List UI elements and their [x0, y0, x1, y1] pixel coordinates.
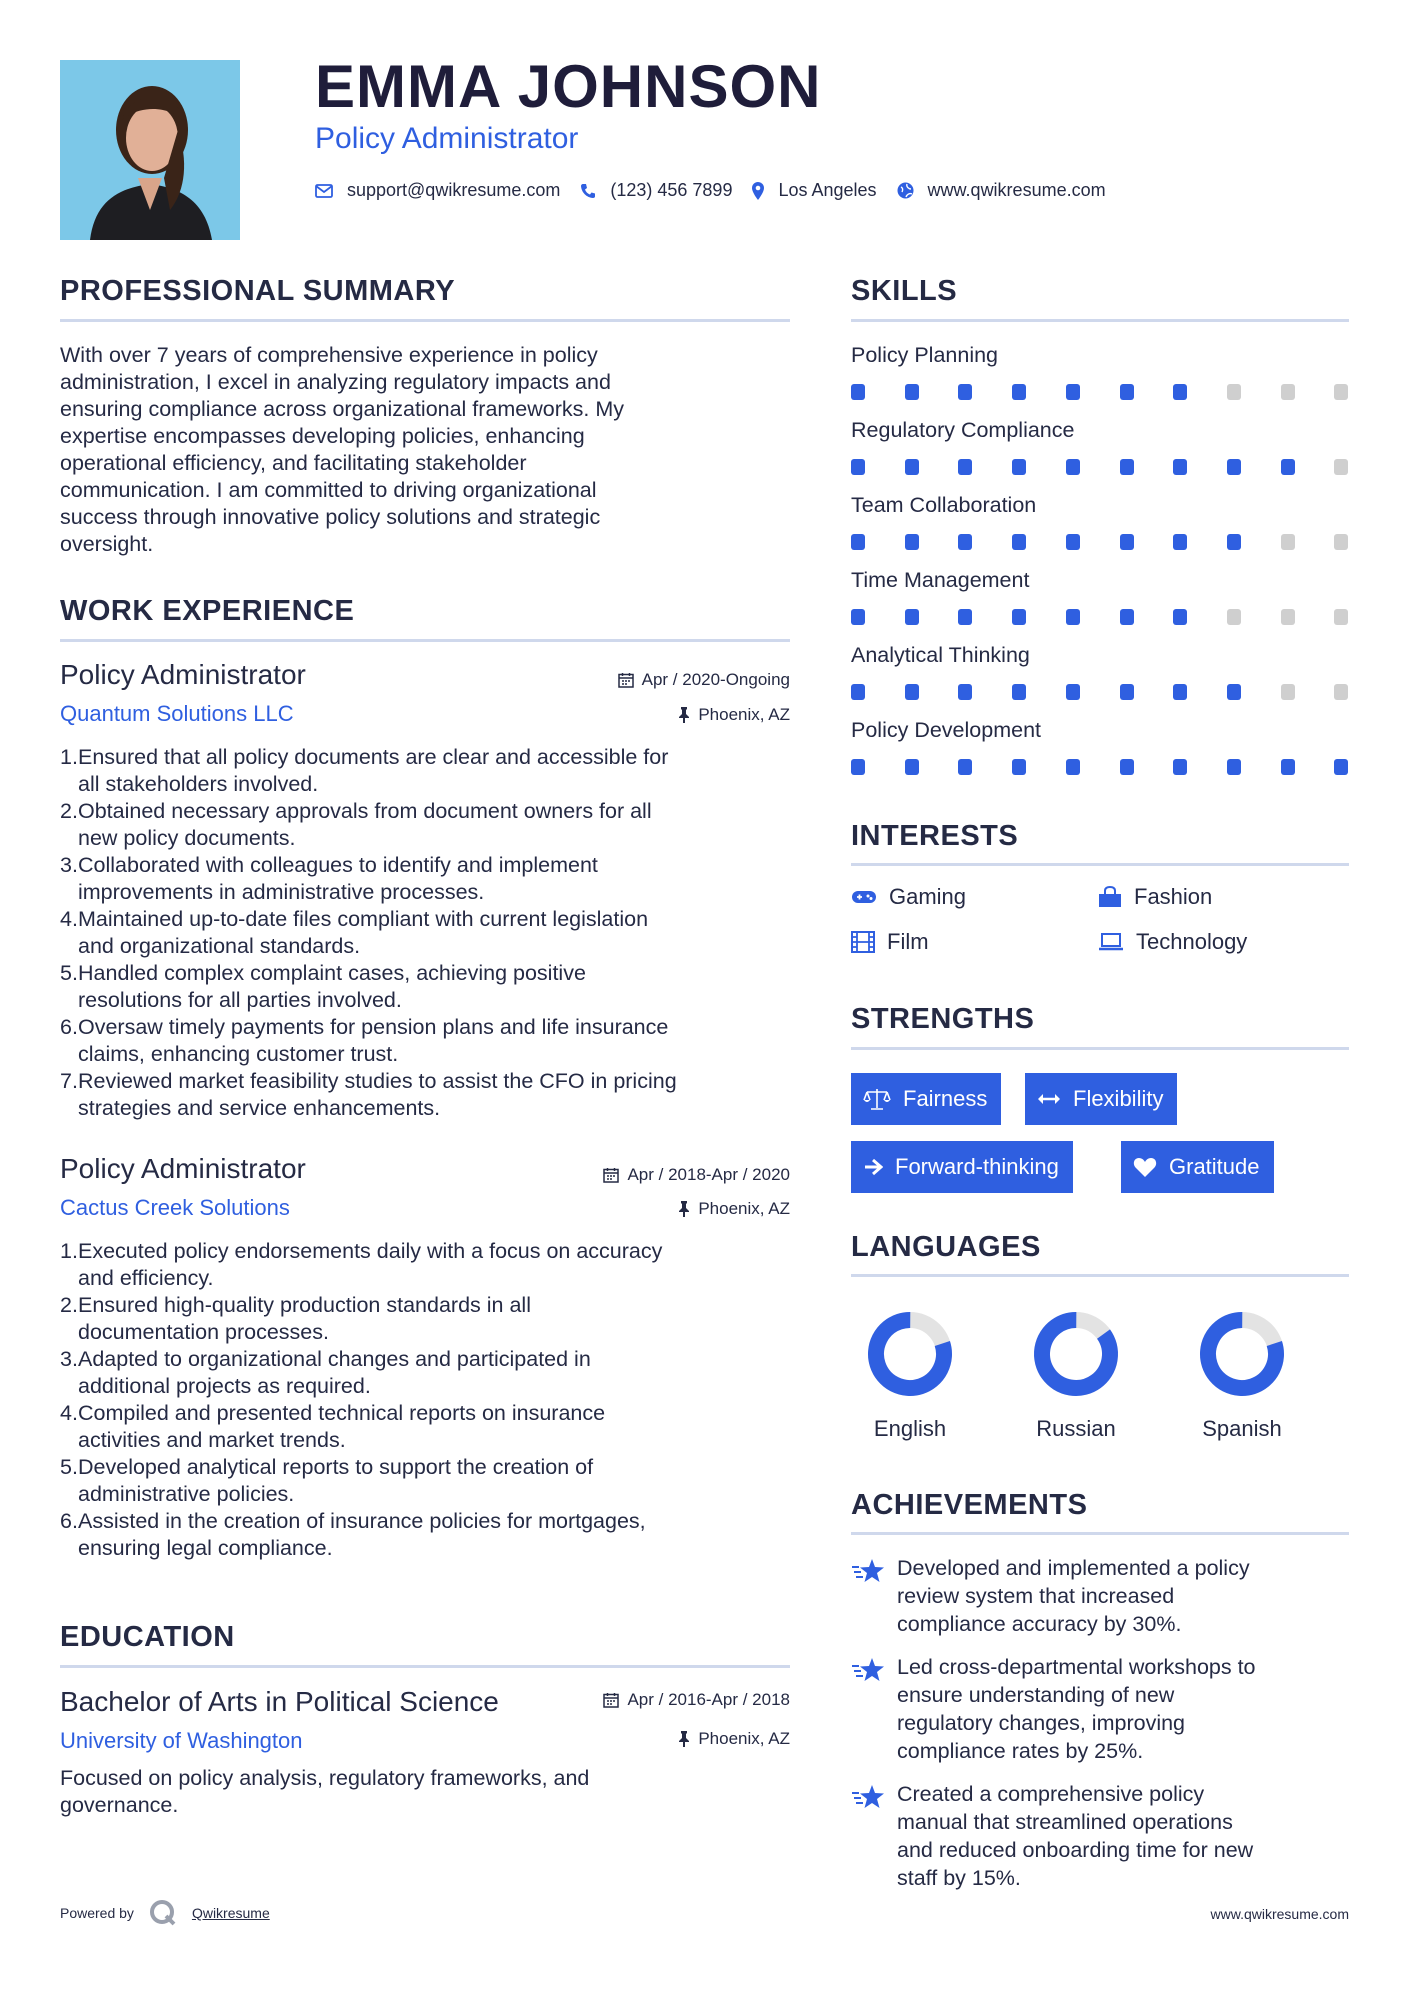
bullet-line: Handled complex complaint cases, achieving positive [78, 961, 586, 985]
bullet-line: Adapted to organizational changes and participated in [78, 1347, 591, 1371]
skill-label: Policy Development [851, 718, 1042, 742]
skill-dot-empty [1227, 384, 1241, 400]
job-location-text: Phoenix, AZ [698, 1199, 790, 1218]
achievement-text [897, 1554, 1250, 1638]
candidate-name: EMMA JOHNSON [315, 53, 822, 120]
language-item [850, 1309, 970, 1442]
calendar-icon [603, 1167, 619, 1183]
skill-dot-filled [1012, 609, 1026, 625]
summary-heading: PROFESSIONAL SUMMARY [60, 275, 456, 307]
skill-label: Regulatory Compliance [851, 418, 1075, 442]
list-number: 5. [60, 961, 78, 985]
contact-website[interactable] [897, 180, 1106, 201]
summary-line: With over 7 years of comprehensive experience in policy [60, 343, 598, 367]
skill-dot-filled [1066, 684, 1080, 700]
list-number: 1. [60, 745, 78, 769]
summary-line: oversight. [60, 532, 154, 556]
skill-dot-filled [905, 684, 919, 700]
summary-line: expertise encompasses developing policies, enhancing [60, 424, 585, 448]
skill-dot-filled [1227, 459, 1241, 475]
strength-tag [851, 1141, 1073, 1193]
star-icon [851, 1784, 885, 1810]
skill-dot-filled [851, 459, 865, 475]
list-number: 2. [60, 799, 78, 823]
profile-photo [60, 60, 240, 240]
donut-fill [1199, 1311, 1285, 1397]
job-dates [618, 670, 790, 690]
skill-dot-empty [1281, 534, 1295, 550]
email-text: support@qwikresume.com [347, 180, 561, 200]
skill-dot-filled [1066, 384, 1080, 400]
skill-dot-filled [1120, 534, 1134, 550]
arrow-right-icon [863, 1158, 883, 1176]
skill-dot-filled [1066, 459, 1080, 475]
skill-level [851, 609, 1349, 625]
donut-fill [1031, 1309, 1121, 1399]
skill-dot-filled [905, 759, 919, 775]
strength-tag [1025, 1073, 1177, 1125]
bullet-line: improvements in administrative processes. [78, 880, 485, 904]
donut-fill [867, 1311, 953, 1397]
bullet-line: strategies and service enhancements. [78, 1096, 441, 1120]
experience-divider [60, 639, 790, 642]
skill-dot-empty [1334, 534, 1348, 550]
language-label: Spanish [1202, 1416, 1282, 1441]
bullet-line: all stakeholders involved. [78, 772, 319, 796]
skill-dot-filled [1066, 609, 1080, 625]
job-bullets [60, 1238, 790, 1562]
summary-line: administration, I excel in analyzing regulatory impacts and [60, 370, 611, 394]
company-name: Quantum Solutions LLC [60, 701, 294, 726]
skill-dot-filled [905, 609, 919, 625]
summary-line: communication. I am committed to driving organizational [60, 478, 597, 502]
star-icon [851, 1657, 885, 1683]
interest-gaming [851, 884, 966, 910]
achievement-item [851, 1653, 1351, 1765]
bullet-line: Oversaw timely payments for pension plans and life insurance [78, 1015, 669, 1039]
bullet-line: Ensured that all policy documents are clear and accessible for [78, 745, 669, 769]
school-name: University of Washington [60, 1728, 303, 1753]
skill-dot-filled [1173, 609, 1187, 625]
bullet-line: additional projects as required. [78, 1374, 371, 1398]
skill-dot-filled [1173, 684, 1187, 700]
laptop-icon [1098, 932, 1124, 952]
bullet-line: claims, enhancing customer trust. [78, 1042, 399, 1066]
achievement-line: Created a comprehensive policy [897, 1782, 1205, 1806]
pin-icon [678, 1731, 690, 1747]
bullet-line: Ensured high-quality production standards in all [78, 1293, 531, 1317]
skill-dot-filled [1120, 759, 1134, 775]
shopping-bag-icon [1098, 886, 1122, 908]
phone-text: (123) 456 7899 [610, 180, 733, 200]
phone-icon [580, 183, 596, 199]
language-donut [1031, 1309, 1121, 1399]
list-number: 2. [60, 1293, 78, 1317]
achievement-line: regulatory changes, improving [897, 1711, 1186, 1735]
company-name: Cactus Creek Solutions [60, 1195, 290, 1220]
bullet-line: and organizational standards. [78, 934, 361, 958]
list-item [60, 744, 790, 798]
interest-label: Technology [1136, 929, 1248, 954]
summary-line: operational efficiency, and facilitating stakeholder [60, 451, 527, 475]
skills-heading: SKILLS [851, 275, 958, 307]
interest-label: Film [887, 929, 929, 954]
arrows-horizontal-icon [1037, 1092, 1061, 1106]
skill-dot-filled [1227, 684, 1241, 700]
skill-dot-empty [1281, 609, 1295, 625]
achievement-text [897, 1653, 1256, 1765]
list-number: 6. [60, 1015, 78, 1039]
skill-dot-empty [1227, 609, 1241, 625]
skill-dot-filled [1227, 534, 1241, 550]
skill-dot-filled [1012, 384, 1026, 400]
bullet-line: activities and market trends. [78, 1428, 346, 1452]
skill-dot-filled [1012, 459, 1026, 475]
education-location [678, 1729, 790, 1749]
achievement-item [851, 1780, 1351, 1892]
list-item [60, 1292, 790, 1346]
language-label: English [873, 1416, 947, 1441]
film-icon [851, 931, 875, 953]
skill-dot-filled [851, 684, 865, 700]
languages-heading: LANGUAGES [851, 1231, 1041, 1263]
skill-label: Team Collaboration [851, 493, 1037, 517]
summary-divider [60, 319, 790, 322]
website-text: www.qwikresume.com [927, 180, 1106, 200]
interest-label: Fashion [1134, 884, 1213, 909]
candidate-role: Policy Administrator [315, 122, 579, 155]
experience-heading: WORK EXPERIENCE [60, 595, 355, 627]
job-location [678, 1199, 790, 1219]
bullet-line: Compiled and presented technical reports on insurance [78, 1401, 606, 1425]
list-number: 3. [60, 853, 78, 877]
envelope-icon [315, 184, 333, 198]
gamepad-icon [851, 889, 877, 905]
skill-dot-filled [851, 609, 865, 625]
skill-dot-filled [851, 534, 865, 550]
skill-dot-filled [1012, 759, 1026, 775]
skill-dot-empty [1334, 609, 1348, 625]
achievements-divider [851, 1532, 1349, 1535]
bullet-line: documentation processes. [78, 1320, 329, 1344]
skill-dot-filled [958, 759, 972, 775]
skill-dot-filled [958, 459, 972, 475]
list-item [60, 1454, 790, 1508]
bullet-line: Maintained up-to-date files compliant with current legislation [78, 907, 649, 931]
skill-dot-filled [851, 384, 865, 400]
skill-dot-filled [1066, 534, 1080, 550]
skill-level [851, 759, 1349, 775]
skills-divider [851, 319, 1349, 322]
bullet-line: Reviewed market feasibility studies to assist the CFO in pricing [78, 1069, 677, 1093]
bullet-line: Developed analytical reports to support the creation of [78, 1455, 594, 1479]
skill-dot-filled [958, 684, 972, 700]
list-item [60, 1508, 790, 1562]
list-number: 3. [60, 1347, 78, 1371]
education-location-text: Phoenix, AZ [698, 1729, 790, 1748]
strengths-divider [851, 1047, 1349, 1050]
pin-icon [678, 707, 690, 723]
skill-dot-empty [1334, 384, 1348, 400]
skill-dot-filled [851, 759, 865, 775]
education-line: governance. [60, 1793, 179, 1817]
list-item [60, 1014, 790, 1068]
skill-dot-filled [1120, 384, 1134, 400]
skill-label: Analytical Thinking [851, 643, 1030, 667]
list-item [60, 906, 790, 960]
languages-divider [851, 1274, 1349, 1277]
bullet-line: Obtained necessary approvals from document owners for all [78, 799, 652, 823]
list-number: 4. [60, 1401, 78, 1425]
strengths-heading: STRENGTHS [851, 1003, 1035, 1035]
list-item [60, 1400, 790, 1454]
skill-level [851, 459, 1349, 475]
job-title: Policy Administrator [60, 659, 306, 690]
bullet-line: Executed policy endorsements daily with a focus on accuracy [78, 1239, 663, 1263]
achievements-heading: ACHIEVEMENTS [851, 1489, 1088, 1521]
job-dates [603, 1165, 790, 1185]
education-heading: EDUCATION [60, 1621, 235, 1653]
bullet-line: new policy documents. [78, 826, 296, 850]
list-item [60, 1068, 790, 1122]
skill-level [851, 534, 1349, 550]
location-text: Los Angeles [778, 180, 877, 200]
skill-dot-filled [1173, 384, 1187, 400]
interests-heading: INTERESTS [851, 820, 1019, 852]
skill-dot-filled [1066, 759, 1080, 775]
list-number: 6. [60, 1509, 78, 1533]
contact-location [752, 180, 876, 201]
skill-dot-filled [1120, 684, 1134, 700]
job-bullets [60, 744, 790, 1122]
star-icon [851, 1558, 885, 1584]
achievement-line: review system that increased [897, 1584, 1175, 1608]
heart-icon [1133, 1156, 1157, 1178]
strength-label: Forward-thinking [895, 1154, 1059, 1179]
skill-dot-empty [1281, 384, 1295, 400]
skill-dot-filled [1173, 534, 1187, 550]
achievement-line: Developed and implemented a policy [897, 1556, 1250, 1580]
education-dates [603, 1690, 790, 1710]
skill-dot-filled [1012, 534, 1026, 550]
calendar-icon [618, 672, 634, 688]
list-item [60, 1238, 790, 1292]
skill-label: Time Management [851, 568, 1030, 592]
skill-level [851, 684, 1349, 700]
language-donut [865, 1309, 955, 1399]
education-line: Focused on policy analysis, regulatory frameworks, and [60, 1766, 590, 1790]
list-number: 7. [60, 1069, 78, 1093]
summary-text [60, 342, 790, 558]
contact-bar [315, 180, 1126, 201]
strength-label: Flexibility [1073, 1086, 1164, 1111]
interest-technology [1098, 929, 1247, 955]
contact-email[interactable] [315, 180, 560, 201]
scale-icon [863, 1088, 891, 1110]
bullet-line: resolutions for all parties involved. [78, 988, 402, 1012]
skill-dot-filled [1281, 759, 1295, 775]
summary-line: ensuring compliance across organizational frameworks. My [60, 397, 625, 421]
list-number: 4. [60, 907, 78, 931]
achievement-item [851, 1554, 1351, 1638]
education-dates-text: Apr / 2016-Apr / 2018 [627, 1690, 790, 1709]
summary-line: success through innovative policy solutions and strategic [60, 505, 601, 529]
powered-by-text: Powered by [60, 1905, 134, 1921]
education-divider [60, 1665, 790, 1668]
strength-label: Gratitude [1169, 1154, 1260, 1179]
skill-label: Policy Planning [851, 343, 999, 367]
list-item [60, 852, 790, 906]
skill-dot-empty [1334, 459, 1348, 475]
achievement-line: Led cross-departmental workshops to [897, 1655, 1256, 1679]
skill-dot-filled [905, 534, 919, 550]
achievement-line: ensure understanding of new [897, 1683, 1175, 1707]
skill-dot-filled [1227, 759, 1241, 775]
contact-phone[interactable] [580, 180, 732, 201]
bullet-line: Collaborated with colleagues to identify and implement [78, 853, 598, 877]
job-location-text: Phoenix, AZ [698, 705, 790, 724]
list-item [60, 798, 790, 852]
job-location [678, 705, 790, 725]
strength-tag [1121, 1141, 1274, 1193]
achievement-line: compliance rates by 25%. [897, 1739, 1144, 1763]
interest-film [851, 929, 929, 955]
skill-dot-filled [1120, 609, 1134, 625]
language-item [1016, 1309, 1136, 1442]
language-item [1182, 1309, 1302, 1442]
globe-icon [897, 182, 914, 199]
pin-icon [678, 1201, 690, 1217]
footer-powered [60, 1898, 270, 1928]
skill-dot-filled [1012, 684, 1026, 700]
degree-title: Bachelor of Arts in Political Science [60, 1686, 499, 1717]
interest-fashion [1098, 884, 1212, 910]
strength-label: Fairness [903, 1086, 988, 1111]
job-title: Policy Administrator [60, 1153, 306, 1184]
qwikresume-logo-icon [148, 1898, 178, 1928]
skill-dot-filled [958, 609, 972, 625]
list-number: 1. [60, 1239, 78, 1263]
language-label: Russian [1036, 1416, 1116, 1441]
list-item [60, 1346, 790, 1400]
bullet-line: ensuring legal compliance. [78, 1536, 333, 1560]
skill-dot-empty [1281, 684, 1295, 700]
achievement-line: compliance accuracy by 30%. [897, 1612, 1182, 1636]
skill-dot-filled [958, 534, 972, 550]
achievement-line: manual that streamlined operations [897, 1810, 1233, 1834]
list-item [60, 960, 790, 1014]
skill-dot-filled [905, 459, 919, 475]
skill-dot-filled [1281, 459, 1295, 475]
interests-divider [851, 863, 1349, 866]
skill-dot-filled [905, 384, 919, 400]
achievement-text [897, 1780, 1253, 1892]
skill-dot-filled [1334, 759, 1348, 775]
strength-tag [851, 1073, 1001, 1125]
job-dates-text: Apr / 2018-Apr / 2020 [627, 1165, 790, 1184]
skill-dot-filled [1120, 459, 1134, 475]
skill-dot-filled [1173, 759, 1187, 775]
qwikresume-link[interactable]: Qwikresume [191, 1905, 270, 1921]
footer-website[interactable]: www.qwikresume.com [1210, 1906, 1349, 1922]
skill-dot-filled [958, 384, 972, 400]
achievement-line: staff by 15%. [897, 1866, 1021, 1890]
skill-dot-empty [1334, 684, 1348, 700]
education-description [60, 1765, 790, 1819]
job-dates-text: Apr / 2020-Ongoing [641, 670, 790, 689]
achievement-line: and reduced onboarding time for new [897, 1838, 1254, 1862]
skill-level [851, 384, 1349, 400]
bullet-line: and efficiency. [78, 1266, 214, 1290]
bullet-line: Assisted in the creation of insurance policies for mortgages, [78, 1509, 646, 1533]
map-pin-icon [752, 182, 764, 200]
language-donut [1197, 1309, 1287, 1399]
bullet-line: administrative policies. [78, 1482, 295, 1506]
calendar-icon [603, 1692, 619, 1708]
list-number: 5. [60, 1455, 78, 1479]
interest-label: Gaming [889, 884, 967, 909]
skill-dot-filled [1173, 459, 1187, 475]
